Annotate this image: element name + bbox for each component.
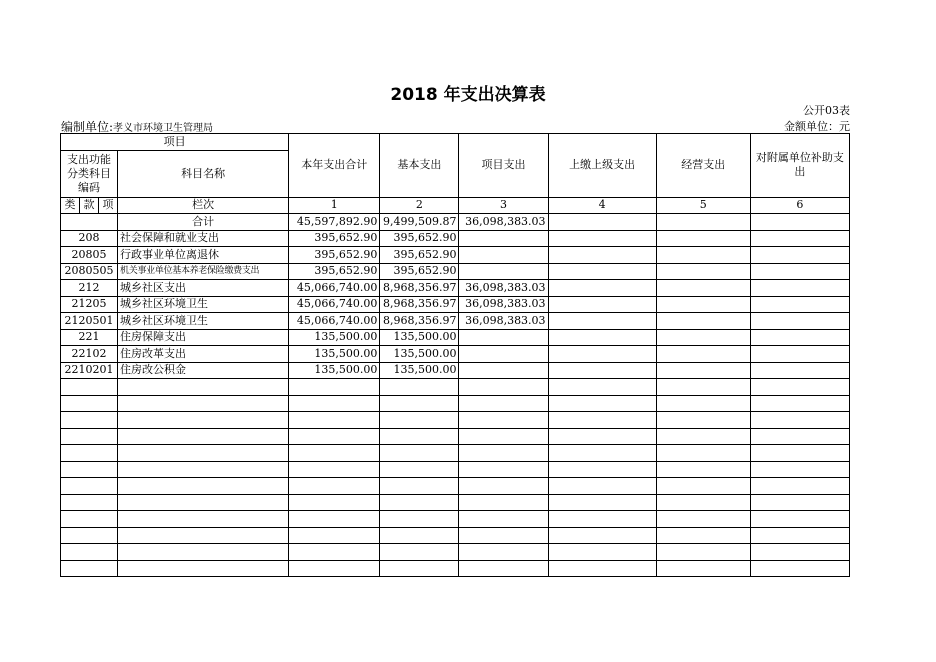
empty-cell <box>750 445 849 462</box>
empty-cell <box>548 560 656 577</box>
empty-row <box>61 395 850 412</box>
empty-cell <box>380 395 459 412</box>
empty-cell <box>656 461 750 478</box>
empty-cell <box>548 478 656 495</box>
col-num: 1 <box>289 197 380 214</box>
total-row <box>61 214 850 231</box>
table-row <box>61 247 850 264</box>
row-value: 8,968,356.97 <box>380 296 459 313</box>
table-row <box>61 296 850 313</box>
empty-cell <box>289 428 380 445</box>
empty-cell <box>118 544 289 561</box>
total-value: 45,597,892.90 <box>289 214 380 231</box>
row-value: 135,500.00 <box>289 329 380 346</box>
empty-cell <box>380 461 459 478</box>
row-value <box>750 247 849 264</box>
empty-cell <box>656 395 750 412</box>
row-value: 135,500.00 <box>289 362 380 379</box>
row-value <box>656 362 750 379</box>
header-col-operating: 经营支出 <box>656 134 750 198</box>
row-value <box>548 230 656 247</box>
empty-cell <box>459 527 548 544</box>
empty-cell <box>380 494 459 511</box>
row-value <box>548 247 656 264</box>
total-value <box>656 214 750 231</box>
col-num: 2 <box>380 197 459 214</box>
empty-cell <box>656 379 750 396</box>
empty-cell <box>656 478 750 495</box>
empty-cell <box>750 428 849 445</box>
header-kuan: 款 <box>80 197 99 214</box>
row-value <box>750 313 849 330</box>
page-title: 2018 年支出决算表 <box>390 85 546 105</box>
empty-cell <box>656 527 750 544</box>
empty-cell <box>380 511 459 528</box>
row-value: 45,066,740.00 <box>289 280 380 297</box>
col-num: 6 <box>750 197 849 214</box>
empty-cell <box>750 461 849 478</box>
header-item: 项目 <box>61 134 289 151</box>
empty-cell <box>750 412 849 429</box>
header-func-code: 支出功能分类科目编码 <box>61 150 118 197</box>
col-num: 3 <box>459 197 548 214</box>
empty-row <box>61 560 850 577</box>
row-subject-name: 行政事业单位离退休 <box>118 247 289 264</box>
empty-cell <box>656 560 750 577</box>
row-value <box>656 247 750 264</box>
empty-cell <box>459 544 548 561</box>
table-row <box>61 230 850 247</box>
header-xiang: 项 <box>99 197 118 214</box>
row-value <box>459 329 548 346</box>
header-col-project: 项目支出 <box>459 134 548 198</box>
row-value <box>548 296 656 313</box>
empty-cell <box>61 560 118 577</box>
row-code: 2210201 <box>61 362 118 379</box>
empty-cell <box>656 445 750 462</box>
empty-cell <box>459 560 548 577</box>
row-value <box>548 263 656 280</box>
row-value <box>656 313 750 330</box>
table-row <box>61 346 850 363</box>
empty-row <box>61 511 850 528</box>
expenditure-table <box>60 133 850 577</box>
empty-cell <box>459 478 548 495</box>
row-value: 8,968,356.97 <box>380 313 459 330</box>
empty-cell <box>380 379 459 396</box>
row-subject-name: 住房改公积金 <box>118 362 289 379</box>
row-value: 395,652.90 <box>380 230 459 247</box>
empty-cell <box>380 445 459 462</box>
col-num: 5 <box>656 197 750 214</box>
empty-cell <box>380 560 459 577</box>
empty-cell <box>459 445 548 462</box>
row-value: 45,066,740.00 <box>289 313 380 330</box>
empty-cell <box>289 544 380 561</box>
empty-cell <box>380 478 459 495</box>
empty-row <box>61 478 850 495</box>
empty-cell <box>118 428 289 445</box>
row-value: 135,500.00 <box>380 362 459 379</box>
empty-cell <box>289 461 380 478</box>
row-value: 135,500.00 <box>380 329 459 346</box>
total-label: 合计 <box>118 214 289 231</box>
empty-cell <box>289 379 380 396</box>
row-value <box>750 296 849 313</box>
empty-cell <box>118 560 289 577</box>
empty-cell <box>656 428 750 445</box>
row-value <box>656 346 750 363</box>
row-value <box>750 280 849 297</box>
empty-cell <box>289 494 380 511</box>
empty-cell <box>118 527 289 544</box>
row-value <box>750 362 849 379</box>
row-value: 395,652.90 <box>380 247 459 264</box>
empty-cell <box>289 478 380 495</box>
row-code: 21205 <box>61 296 118 313</box>
empty-cell <box>459 379 548 396</box>
row-value: 45,066,740.00 <box>289 296 380 313</box>
empty-cell <box>548 395 656 412</box>
row-value <box>459 346 548 363</box>
empty-cell <box>61 511 118 528</box>
empty-cell <box>380 527 459 544</box>
empty-cell <box>750 478 849 495</box>
total-value <box>548 214 656 231</box>
row-code: 221 <box>61 329 118 346</box>
empty-cell <box>118 379 289 396</box>
row-value <box>548 280 656 297</box>
empty-cell <box>548 461 656 478</box>
total-value: 9,499,509.87 <box>380 214 459 231</box>
row-value: 135,500.00 <box>380 346 459 363</box>
empty-cell <box>118 494 289 511</box>
empty-cell <box>459 511 548 528</box>
row-value <box>750 263 849 280</box>
row-value <box>750 329 849 346</box>
row-value <box>459 263 548 280</box>
header-col-remit: 上缴上级支出 <box>548 134 656 198</box>
empty-cell <box>61 544 118 561</box>
empty-cell <box>656 494 750 511</box>
row-code: 208 <box>61 230 118 247</box>
empty-cell <box>61 428 118 445</box>
row-subject-name: 城乡社区环境卫生 <box>118 296 289 313</box>
row-value: 36,098,383.03 <box>459 313 548 330</box>
row-value <box>750 346 849 363</box>
empty-row <box>61 445 850 462</box>
row-value: 395,652.90 <box>289 247 380 264</box>
empty-cell <box>61 461 118 478</box>
empty-cell <box>750 527 849 544</box>
empty-cell <box>289 412 380 429</box>
compiling-unit-name: 孝义市环境卫生管理局 <box>113 123 214 134</box>
empty-cell <box>548 544 656 561</box>
empty-cell <box>548 428 656 445</box>
empty-cell <box>656 412 750 429</box>
empty-row <box>61 428 850 445</box>
row-value <box>656 230 750 247</box>
row-value <box>548 346 656 363</box>
total-code-cell <box>61 214 118 231</box>
row-value: 395,652.90 <box>289 230 380 247</box>
row-value: 36,098,383.03 <box>459 296 548 313</box>
row-value <box>459 362 548 379</box>
empty-row <box>61 379 850 396</box>
empty-cell <box>548 511 656 528</box>
header-col-total: 本年支出合计 <box>289 134 380 198</box>
empty-cell <box>750 511 849 528</box>
empty-cell <box>548 527 656 544</box>
compiling-unit-label: 编制单位: <box>61 120 114 134</box>
empty-row <box>61 461 850 478</box>
empty-cell <box>750 560 849 577</box>
empty-cell <box>459 461 548 478</box>
empty-cell <box>656 544 750 561</box>
header-col-basic: 基本支出 <box>380 134 459 198</box>
row-code: 2120501 <box>61 313 118 330</box>
empty-cell <box>380 428 459 445</box>
row-value <box>656 329 750 346</box>
empty-cell <box>459 494 548 511</box>
empty-cell <box>61 395 118 412</box>
empty-cell <box>118 478 289 495</box>
empty-row <box>61 494 850 511</box>
row-value <box>656 263 750 280</box>
row-value: 395,652.90 <box>289 263 380 280</box>
empty-cell <box>380 544 459 561</box>
empty-cell <box>289 445 380 462</box>
col-num: 4 <box>548 197 656 214</box>
empty-cell <box>459 428 548 445</box>
empty-cell <box>459 395 548 412</box>
row-value <box>548 329 656 346</box>
empty-cell <box>289 511 380 528</box>
empty-cell <box>750 494 849 511</box>
table-row <box>61 313 850 330</box>
empty-cell <box>118 461 289 478</box>
currency-unit: 金额单位：元 <box>784 120 850 133</box>
header-col-subsidy: 对附属单位补助支出 <box>750 134 849 198</box>
empty-cell <box>548 494 656 511</box>
empty-cell <box>459 412 548 429</box>
empty-cell <box>61 478 118 495</box>
row-value <box>459 247 548 264</box>
row-value <box>459 230 548 247</box>
empty-cell <box>750 379 849 396</box>
table-row <box>61 263 850 280</box>
row-value: 36,098,383.03 <box>459 280 548 297</box>
empty-cell <box>548 412 656 429</box>
row-subject-name: 城乡社区支出 <box>118 280 289 297</box>
empty-row <box>61 527 850 544</box>
row-value <box>656 296 750 313</box>
col-number-row <box>61 197 850 214</box>
row-value: 8,968,356.97 <box>380 280 459 297</box>
row-code: 20805 <box>61 247 118 264</box>
empty-cell <box>61 412 118 429</box>
header-subject-name: 科目名称 <box>118 150 289 197</box>
total-value <box>750 214 849 231</box>
form-code: 公开03表 <box>803 104 850 117</box>
header-row-1 <box>61 134 850 151</box>
empty-row <box>61 544 850 561</box>
empty-cell <box>118 511 289 528</box>
row-subject-name: 城乡社区环境卫生 <box>118 313 289 330</box>
row-value <box>548 362 656 379</box>
empty-cell <box>750 544 849 561</box>
row-code: 2080505 <box>61 263 118 280</box>
row-code: 22102 <box>61 346 118 363</box>
empty-cell <box>380 412 459 429</box>
empty-cell <box>118 395 289 412</box>
row-value: 395,652.90 <box>380 263 459 280</box>
row-code: 212 <box>61 280 118 297</box>
empty-cell <box>656 511 750 528</box>
table-row <box>61 280 850 297</box>
header-lei: 类 <box>61 197 80 214</box>
empty-cell <box>118 445 289 462</box>
empty-cell <box>750 395 849 412</box>
row-subject-name: 住房保障支出 <box>118 329 289 346</box>
table-row <box>61 329 850 346</box>
row-subject-name: 社会保障和就业支出 <box>118 230 289 247</box>
empty-cell <box>548 445 656 462</box>
empty-cell <box>289 395 380 412</box>
row-value: 135,500.00 <box>289 346 380 363</box>
total-value: 36,098,383.03 <box>459 214 548 231</box>
empty-cell <box>548 379 656 396</box>
empty-cell <box>61 445 118 462</box>
empty-cell <box>289 560 380 577</box>
empty-cell <box>289 527 380 544</box>
table-row <box>61 362 850 379</box>
empty-cell <box>61 379 118 396</box>
header-lanci: 栏次 <box>118 197 289 214</box>
row-subject-name: 住房改革支出 <box>118 346 289 363</box>
empty-cell <box>61 494 118 511</box>
row-value <box>548 313 656 330</box>
empty-row <box>61 412 850 429</box>
empty-cell <box>118 412 289 429</box>
row-subject-name: 机关事业单位基本养老保险缴费支出 <box>118 263 289 280</box>
row-value <box>750 230 849 247</box>
empty-cell <box>61 527 118 544</box>
row-value <box>656 280 750 297</box>
